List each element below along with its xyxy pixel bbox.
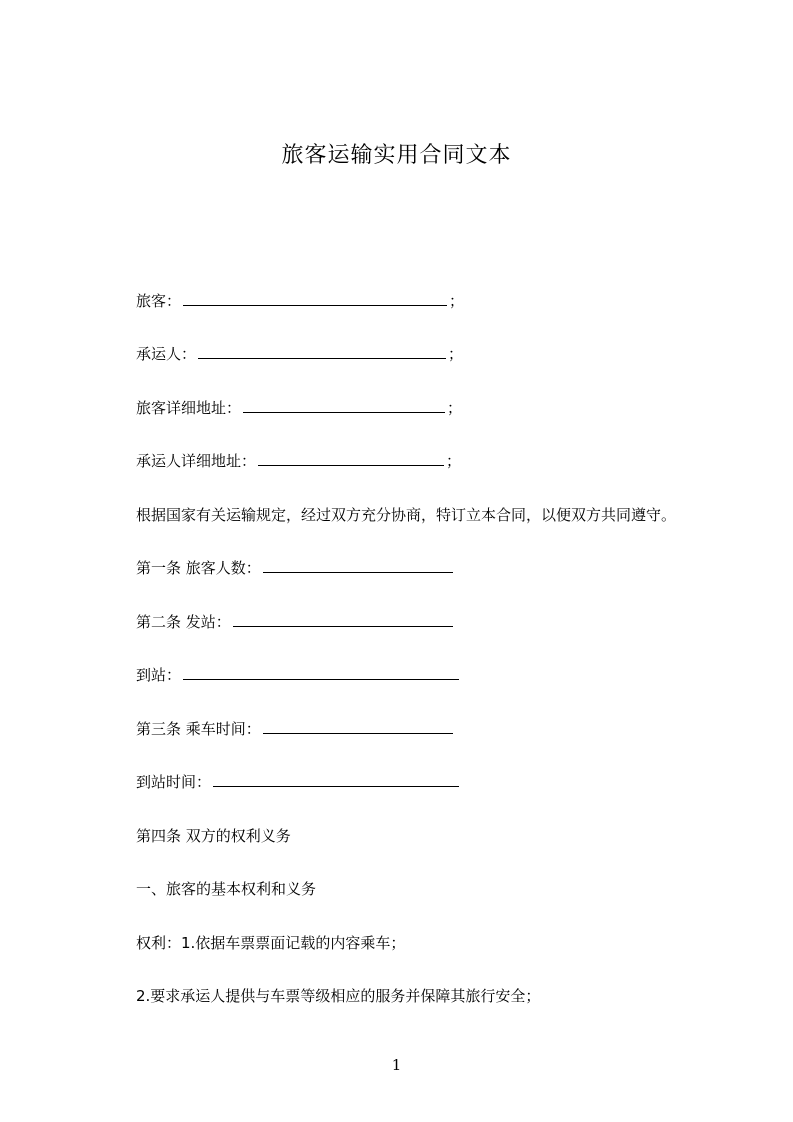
article3-field <box>136 718 453 740</box>
arrival-time-field <box>136 771 459 793</box>
intro-paragraph: 根据国家有关运输规定，经过双方充分协商，特订立本合同，以便双方共同遵守。 <box>136 506 677 524</box>
arrival-time-blank <box>213 771 459 787</box>
carrier-blank <box>198 343 446 359</box>
rights-item-1: 权利：1.依据车票票面记载的内容乘车； <box>136 934 406 952</box>
page-number: 1 <box>391 1056 402 1074</box>
article4-heading: 第四条 双方的权利义务 <box>136 827 291 845</box>
passenger-blank <box>183 290 447 306</box>
carrier-address-blank <box>258 450 444 466</box>
section1-heading: 一、旅客的基本权利和义务 <box>136 880 317 898</box>
article2-field <box>136 611 453 633</box>
carrier-address-field <box>136 450 461 472</box>
article3-label: 第三条 乘车时间： <box>136 720 261 738</box>
passenger-suffix: ； <box>449 292 465 310</box>
arrival-time-label: 到站时间： <box>136 773 212 791</box>
passenger-address-field <box>136 397 462 419</box>
article3-blank <box>263 718 453 734</box>
passenger-label: 旅客： <box>136 292 182 310</box>
arrival-station-blank <box>183 664 459 680</box>
passenger-address-suffix: ； <box>447 399 463 417</box>
carrier-suffix: ； <box>448 345 464 363</box>
article2-label: 第二条 发站： <box>136 613 231 631</box>
passenger-field <box>136 290 464 312</box>
arrival-station-label: 到站： <box>136 666 182 684</box>
carrier-label: 承运人： <box>136 345 197 363</box>
rights-item-2: 2.要求承运人提供与车票等级相应的服务并保障其旅行安全； <box>136 987 541 1005</box>
article1-field <box>136 557 453 579</box>
article1-blank <box>263 557 453 573</box>
passenger-address-label: 旅客详细地址： <box>136 399 242 417</box>
arrival-station-field <box>136 664 459 686</box>
article2-blank <box>233 611 453 627</box>
article1-label: 第一条 旅客人数： <box>136 559 261 577</box>
carrier-address-label: 承运人详细地址： <box>136 452 257 470</box>
document-title: 旅客运输实用合同文本 <box>281 143 512 168</box>
carrier-address-suffix: ； <box>446 452 462 470</box>
carrier-field <box>136 343 463 365</box>
passenger-address-blank <box>243 397 445 413</box>
